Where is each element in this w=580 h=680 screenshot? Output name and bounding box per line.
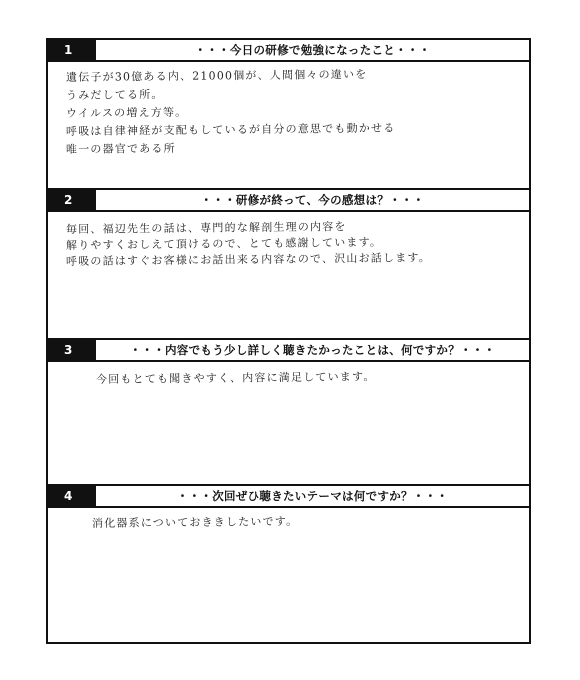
answer-line: 呼吸の話はすぐお客様にお話出来る内容なので、沢山お話します。 <box>65 251 431 268</box>
section-number: 3 <box>48 340 96 360</box>
answer-line: 今回もとても聞きやすく、内容に満足しています。 <box>95 370 376 386</box>
section-answer <box>48 62 529 158</box>
answer-line: 解りやすくおしえて頂けるので、とても感謝しています。 <box>65 235 383 252</box>
section-answer <box>48 362 529 388</box>
section-4 <box>48 484 529 642</box>
section-title: ・・・次回ぜひ聴きたいテーマは何ですか？・・・ <box>176 489 449 503</box>
answer-line: 呼吸は自律神経が支配もしているが自分の意思でも動かせる <box>65 121 396 138</box>
section-header <box>48 40 529 62</box>
section-title: ・・・今日の研修で勉強になったこと・・・ <box>194 43 431 57</box>
section-answer <box>48 212 529 270</box>
answer-line: 毎回、福辺先生の話は、専門的な解剖生理の内容を <box>65 220 347 236</box>
survey-sheet <box>46 38 531 644</box>
section-header <box>48 190 529 212</box>
section-title: ・・・研修が終って、今の感想は？・・・ <box>200 193 425 207</box>
section-answer <box>48 508 529 532</box>
section-header <box>48 340 529 362</box>
section-number: 2 <box>48 190 96 210</box>
section-number: 4 <box>48 486 96 506</box>
section-number: 1 <box>48 40 96 60</box>
answer-line: 唯一の器官である所 <box>65 141 176 156</box>
answer-line: ウイルスの増え方等。 <box>65 105 188 120</box>
answer-line: 遺伝子が30億ある内、21000個が、人間個々の違いを <box>65 67 368 84</box>
answer-line: 消化器系についておききしたいです。 <box>91 514 299 530</box>
section-2 <box>48 188 529 338</box>
section-title: ・・・内容でもう少し詳しく聴きたかったことは、何ですか？・・・ <box>129 343 496 357</box>
section-header <box>48 486 529 508</box>
answer-line: うみだしてる所。 <box>65 87 164 102</box>
section-1 <box>48 40 529 188</box>
section-3 <box>48 338 529 484</box>
